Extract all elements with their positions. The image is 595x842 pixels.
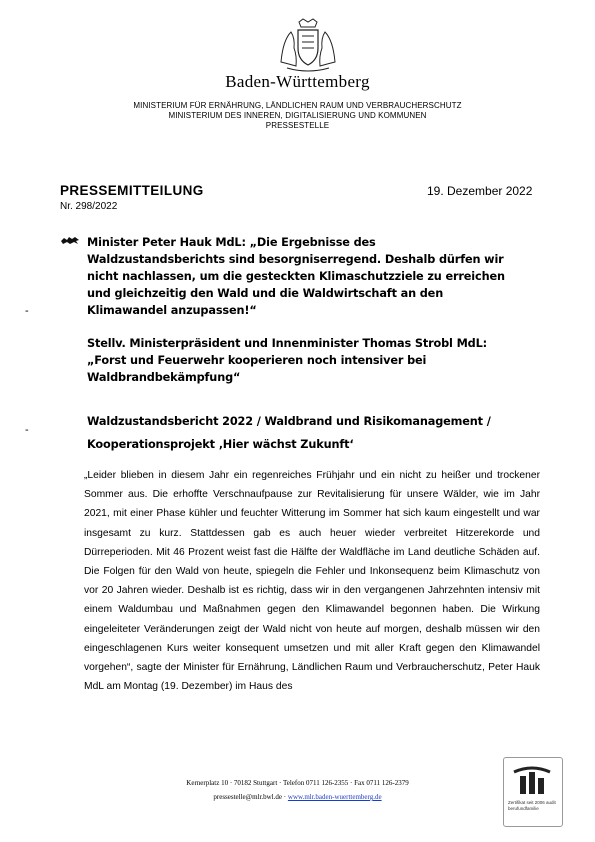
headline-minister-strobl	[87, 335, 557, 386]
press-release-number: Nr. 298/2022	[60, 201, 118, 212]
headline-topics	[87, 410, 557, 456]
footer-website-link[interactable]: www.mlr.baden-wuerttemberg.de	[287, 793, 382, 801]
headline-line: Waldzustandsbericht 2022 / Waldbrand und Risikomanagement /	[87, 415, 491, 428]
footer-email[interactable]: pressestelle@mlr.bwl.de	[213, 793, 283, 801]
state-name: Baden-Württemberg	[225, 72, 370, 91]
press-office-label: PRESSESTELLE	[265, 121, 330, 130]
headline-minister-hauk	[87, 234, 557, 319]
headline-line: Klimawandel anzupassen!“	[87, 304, 257, 317]
margin-mark: -	[25, 305, 29, 317]
headline-line: Minister Peter Hauk MdL: „Die Ergebnisse des	[87, 236, 376, 249]
margin-mark: -	[25, 424, 29, 436]
ministry-line-2: MINISTERIUM DES INNEREN, DIGITALISIERUNG UND KOMMUNEN	[168, 111, 427, 120]
headline-line: und gleichzeitig den Wald und die Waldwirtschaft an den	[87, 287, 444, 300]
headline-line: „Forst und Feuerwehr kooperieren noch intensiver bei	[87, 354, 427, 367]
headline-line: nicht nachlassen, um die gesteckten Klimaschutzziele zu erreichen	[87, 270, 505, 283]
ministry-line-1: MINISTERIUM FÜR ERNÄHRUNG, LÄNDLICHEN RAUM UND VERBRAUCHERSCHUTZ	[133, 101, 462, 110]
footer-separator: ·	[282, 793, 288, 801]
lion-bullet-icon	[60, 235, 80, 245]
headline-line: Waldbrandbekämpfung“	[87, 371, 241, 384]
press-release-date: 19. Dezember 2022	[427, 184, 533, 198]
headline-line: Kooperationsprojekt ‚Hier wächst Zukunft‘	[87, 438, 354, 451]
body-paragraph: „Leider blieben in diesem Jahr ein regenreiches Frühjahr und ein nicht zu heißer und trockener Sommer aus. Die erhoffte Verschnaufpause zur Revitalisierung für unsere Wälder, wie im Jahr 2021, mit einer Phase kühler und feuchter Witterung im Sommer hat sich kaum eingestellt und war insgesamt zu kurz. Stattdessen gab es auch heuer wieder verbreitet Hitzerekorde und Dürreperioden. Mit 46 Prozent weist fast die Hälfte der Waldfläche im Land deutliche Schäden auf. Die Folgen für den Wald von heute, spiegeln die Fehler und Inkonsequenz beim Klimaschutz von vor 20 Jahren wieder. Deshalb ist es richtig, dass wir in den vergangenen Jahrzehnten intensiv mit einem Waldumbau und Maßnahmen gegen den Klimawandel begonnen haben. Die Wirkung eingeleiteter Veränderungen zeigt der Wald nicht von heute auf morgen, deshalb müssen wir den eingeschlagenen Kurs weiter konsequent umsetzen und mit aller Kraft gegen den Klimawandel vorgehen“, sagte der Minister für Ernährung, Ländlichen Raum und Verbraucherschutz, Peter Hauk MdL am Montag (19. Dezember) im Haus des	[84, 470, 540, 693]
certificate-logo-icon	[508, 762, 556, 796]
footer-address: Kernerplatz 10 · 70182 Stuttgart · Telefon 0711 126-2355 · Fax 0711 126-2379	[186, 779, 409, 787]
state-crest-icon	[277, 18, 339, 74]
headline-line: Stellv. Ministerpräsident und Innenminister Thomas Strobl MdL:	[87, 337, 488, 350]
headline-line: Waldzustandsberichts sind besorgniserregend. Deshalb dürfen wir	[87, 253, 504, 266]
press-release-title: PRESSEMITTEILUNG	[60, 183, 204, 198]
certificate-text: Zertifikat seit 2006 audit berufundfamilie	[508, 800, 556, 811]
